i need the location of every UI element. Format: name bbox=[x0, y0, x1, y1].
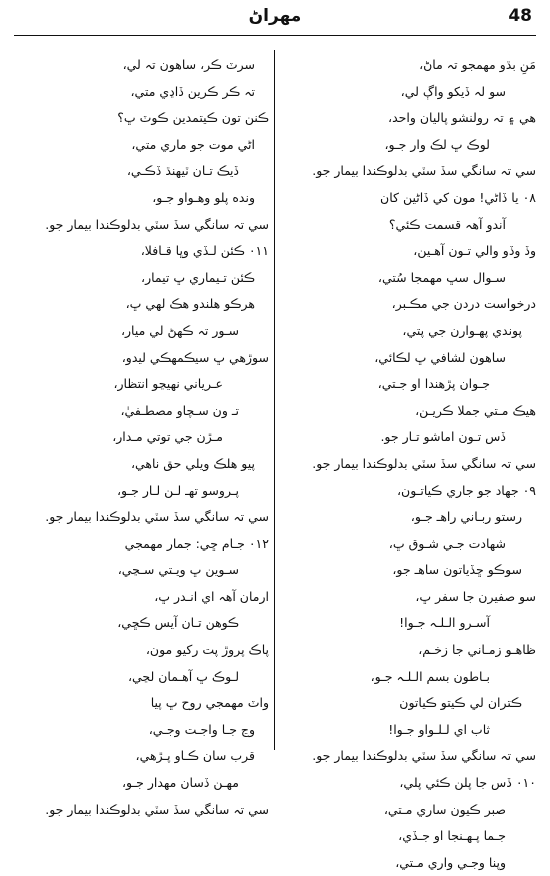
verse-line: ٠٨ يا ڏاڻي! مون کي ڏاڻين کان bbox=[380, 189, 536, 205]
verse-line: واٽ مهمجي روح ڀ پيا bbox=[150, 695, 269, 711]
verse-line: بـاطون بسم الـلـہ جـو، bbox=[370, 668, 490, 684]
verse-line: ڪتران لي ڪيتو ڪياتون bbox=[399, 695, 522, 711]
verse-line: درخواست دردن جي مڪـبر، bbox=[391, 296, 536, 312]
page-number: 48 bbox=[508, 6, 532, 26]
verse-line: ونده پلو وهـواو جـو، bbox=[152, 189, 255, 205]
running-title: مهراڻ bbox=[248, 6, 302, 26]
verse-line: سي تہ سانگي سڏ سٽي بدلوڪندا بيمار جو. bbox=[312, 163, 536, 179]
verse-line: صبر ڪيون ساري مـتي، bbox=[383, 801, 506, 817]
header-rule bbox=[14, 35, 536, 36]
verse-line: ٠١٠ ڏس جا پلن ڪئي پلي، bbox=[399, 775, 536, 791]
verse-line: رستو ربـاني راهـ جـو، bbox=[410, 509, 522, 525]
verse-line: وڏ وڏو والي تـون آهـين، bbox=[413, 243, 536, 259]
verse-line: پـروسو تهـ لـن لـار جـو، bbox=[117, 482, 239, 498]
verse-line: لوڪ ڀ لڪ وار جـو، bbox=[384, 136, 490, 152]
left-column bbox=[14, 52, 269, 817]
verse-line: جـما پـهـنجا او جـڏي، bbox=[398, 828, 506, 844]
verse-line: قرب سان ڪـاو پـڙهي، bbox=[135, 748, 255, 764]
verse-line: ڪنن تون ڪيتمدين ڪوٽ ڀ؟ bbox=[117, 110, 269, 126]
verse-line: عـرياني نهيڃو انتظار، bbox=[113, 376, 223, 392]
verse-line: سـوين ڀ ويـتي سـڃي، bbox=[117, 562, 239, 578]
verse-line: پيو هلڪ ويلي حق ناهي، bbox=[130, 455, 255, 471]
verse-line: وپنا وجـي واري مـتي، bbox=[395, 854, 506, 870]
verse-line: ثاب اي لـلـواو جـوا! bbox=[388, 721, 490, 737]
verse-line: سرٽ ڪر، ساهون تہ لي، bbox=[122, 57, 255, 72]
verse-line: آندو آهہ قسمت ڪئي؟ bbox=[388, 216, 506, 232]
verse-line: سوڪو ڇڏياتون ساهـ جو، bbox=[392, 562, 522, 578]
page-header bbox=[0, 0, 550, 34]
verse-line: سـور تہ ڪهڻ لي ميار، bbox=[120, 322, 239, 338]
verse-line: سو لہ ڏيکو واڳ لي، bbox=[400, 83, 506, 99]
verse-line: ڏس تـون اماشو تـار جو. bbox=[380, 429, 506, 445]
verse-line: سـوال سڀ مهمجا سُتي، bbox=[377, 269, 506, 285]
verse-line: لـوڪ ڀ آهـمان لڃي، bbox=[127, 668, 239, 684]
verse-line: سو صفيرن جا سفر ڀ، bbox=[415, 588, 536, 604]
verse-line: ڏيڪ تـان ٽيهنڌ ڏڪـي، bbox=[126, 163, 239, 179]
verse-line: ٠٩ جهاد جو جاري ڪياتـون، bbox=[397, 482, 536, 498]
verse-line: پوندي پهـوارن جي پتي، bbox=[402, 322, 522, 338]
verse-line: هرڪو هلندو هڪ لهي ڀ، bbox=[125, 296, 255, 312]
verse-line: هيڪ مـتي جملا ڪريـن، bbox=[415, 402, 536, 418]
verse-line: تہ ڪر ڪرين ڏاڍي متي، bbox=[130, 83, 255, 99]
verse-line: پاڪ پروڙ پت رکيو مون، bbox=[145, 642, 269, 658]
verse-line: سي تہ سانگي سڏ سٽي بدلوڪندا بيمار جو. bbox=[312, 748, 536, 764]
verse-line: سوڙهي ڀ سيڪمهڪي ليدو، bbox=[121, 349, 269, 365]
verse-line: وڃ جـا واجـت وجـي، bbox=[148, 721, 255, 737]
verse-line: ظاهـو زمـاني جا زخـم، bbox=[418, 642, 536, 658]
verse-line: هي ۽ تہ رولنشو پاليان واحد، bbox=[388, 110, 536, 126]
verse-line: جـوان پڙهندا او جـتي، bbox=[377, 376, 490, 392]
verse-line: اڻي موت جو ماري متي، bbox=[131, 136, 255, 152]
verse-line: تـ ون سـچاو مصطـفيٰ، bbox=[120, 402, 239, 418]
verse-line: مهـن ڏسان مهدار جـو، bbox=[122, 775, 239, 791]
verse-line: آسـرو الـلـہ جـوا! bbox=[399, 615, 490, 631]
verse-line: ڪوهن تـان آيس ڪڇي، bbox=[117, 615, 239, 631]
verse-line: ساهون لشافي ڀ لڪائي، bbox=[374, 349, 506, 365]
verse-line: ارمان آهہ اي انـدر ڀ، bbox=[154, 588, 269, 604]
column-divider bbox=[274, 50, 275, 750]
right-column bbox=[281, 52, 536, 870]
verse-line: ٠١٢ جـام ڇي: جمار مهمجي bbox=[124, 535, 269, 551]
verse-line: سي تہ سانگي سڏ سٽي بدلوڪندا بيمار جو. bbox=[45, 509, 269, 525]
verse-line: ٠١١ ڪئن لـڏي وڀا قـافلا، bbox=[140, 243, 269, 259]
verse-line: مَنِ بڌو مهمجو تہ ماڻ، bbox=[419, 57, 536, 72]
verse-line: مـڙن جي توتي مـدار، bbox=[112, 429, 223, 445]
verse-line: شهادت جـي شـوق ڀ، bbox=[388, 535, 506, 551]
verse-line: سي تہ سانگي سڏ سٽي بدلوڪندا بيمار جو. bbox=[45, 216, 269, 232]
verse-line: ڪئن تـيماري ڀ تيمار، bbox=[141, 269, 255, 285]
verse-line: سي تہ سانگي سڏ سٽي بدلوڪندا بيمار جو. bbox=[312, 455, 536, 471]
verse-line: سي تہ سانگي سڏ سٽي بدلوڪندا بيمار جو. bbox=[45, 801, 269, 817]
